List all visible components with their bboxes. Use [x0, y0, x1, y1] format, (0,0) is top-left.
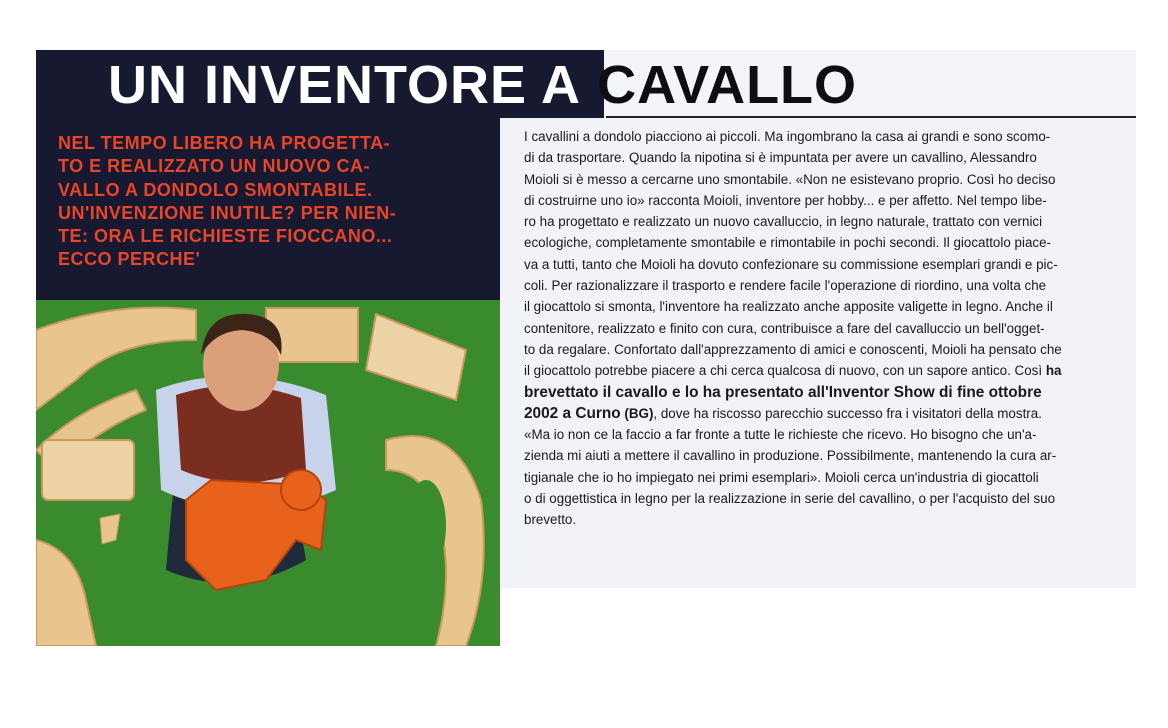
body-line: contenitore, realizzato e finito con cura, contribuisce a fare del cavalluccio un bell'ogget- — [524, 320, 1045, 336]
body-line: zienda mi aiuti a mettere il cavallino in produzione. Possibilmente, mantenendo la cura ar- — [524, 448, 1057, 464]
body-line: o di oggettistica in legno per la realizzazione in serie del cavallino, o per l'acquisto del suo — [524, 491, 1056, 507]
photo-illustration — [36, 300, 500, 646]
dek-line: VALLO A DONDOLO SMONTABILE. — [58, 179, 373, 200]
body-line — [524, 360, 1132, 381]
body-line — [524, 403, 1132, 424]
body-line: il giocattolo si smonta, l'inventore ha realizzato anche apposite valigette in legno. Anche il — [524, 299, 1053, 315]
title-rule — [606, 116, 1136, 118]
dek-line: TO E REALIZZATO UN NUOVO CA- — [58, 156, 371, 177]
article-dek — [58, 132, 478, 272]
body-line: tigianale che io ho impiegato nei primi esemplari». Moioli cerca un'industria di giocattoli — [524, 469, 1039, 485]
body-line-bold-text: 2002 a Curno — [524, 404, 621, 422]
body-line: I cavallini a dondolo piacciono ai piccoli. Ma ingombrano la casa ai grandi e sono scomo- — [524, 129, 1051, 144]
body-line-paren: (BG) — [624, 405, 654, 421]
body-line: va a tutti, tanto che Moioli ha dovuto confezionare su commissione esemplari grandi e pic- — [524, 256, 1058, 272]
body-line: Moioli si è messo a cercarne uno smontabile. «Non ne esistevano proprio. Così ho deciso — [524, 171, 1056, 187]
dek-line: ECCO PERCHE' — [58, 249, 201, 270]
body-line: brevetto. — [524, 512, 577, 528]
body-line: ecologiche, completamente smontabile e rimontabile in pochi secondi. Il giocattolo piace- — [524, 235, 1051, 251]
article-title — [108, 52, 857, 118]
body-line: coli. Per razionalizzare il trasporto e rendere facile l'operazione di riordino, una volta che — [524, 278, 1047, 294]
title-part-black: CAVALLO — [597, 55, 858, 115]
body-line: «Ma io non ce la faccio a far fronte a tutte le richieste che ricevo. Ho bisogno che un'a- — [524, 427, 1037, 443]
body-line: to da regalare. Confortato dall'apprezzamento di amici e conoscenti, Moioli ha pensato che — [524, 341, 1062, 357]
man-with-rocking-horse-photo — [36, 300, 500, 646]
wood-cutout — [406, 480, 446, 570]
body-line-rest: , dove ha riscosso parecchio successo fra i visitatori della mostra. — [653, 405, 1042, 421]
article-body — [524, 126, 1132, 531]
body-line: di da trasportare. Quando la nipotina si è impuntata per avere un cavallino, Alessandro — [524, 150, 1037, 166]
title-part-white: UN INVENTORE A — [108, 55, 582, 115]
body-line: ro ha progettato e realizzato un nuovo cavalluccio, in legno naturale, trattato con vernici — [524, 214, 1043, 230]
dek-line: TE: ORA LE RICHIESTE FIOCCANO... — [58, 226, 393, 247]
body-line: di costruirne uno io» racconta Moioli, inventore per hobby... e per affetto. Nel tempo libe- — [524, 192, 1047, 208]
body-line-text: il giocattolo potrebbe piacere a chi cerca qualcosa di nuovo, con un sapore antico. Così — [524, 363, 1043, 379]
dek-line: UN'INVENZIONE INUTILE? PER NIEN- — [58, 202, 397, 223]
dek-line: NEL TEMPO LIBERO HA PROGETTA- — [58, 133, 391, 153]
toy-horse-head — [281, 470, 321, 510]
wood-piece — [42, 440, 134, 500]
body-line-bold-word: ha — [1045, 363, 1062, 379]
body-line-bold: brevettato il cavallo e lo ha presentato all'Inventor Show di fine ottobre — [524, 383, 1042, 401]
